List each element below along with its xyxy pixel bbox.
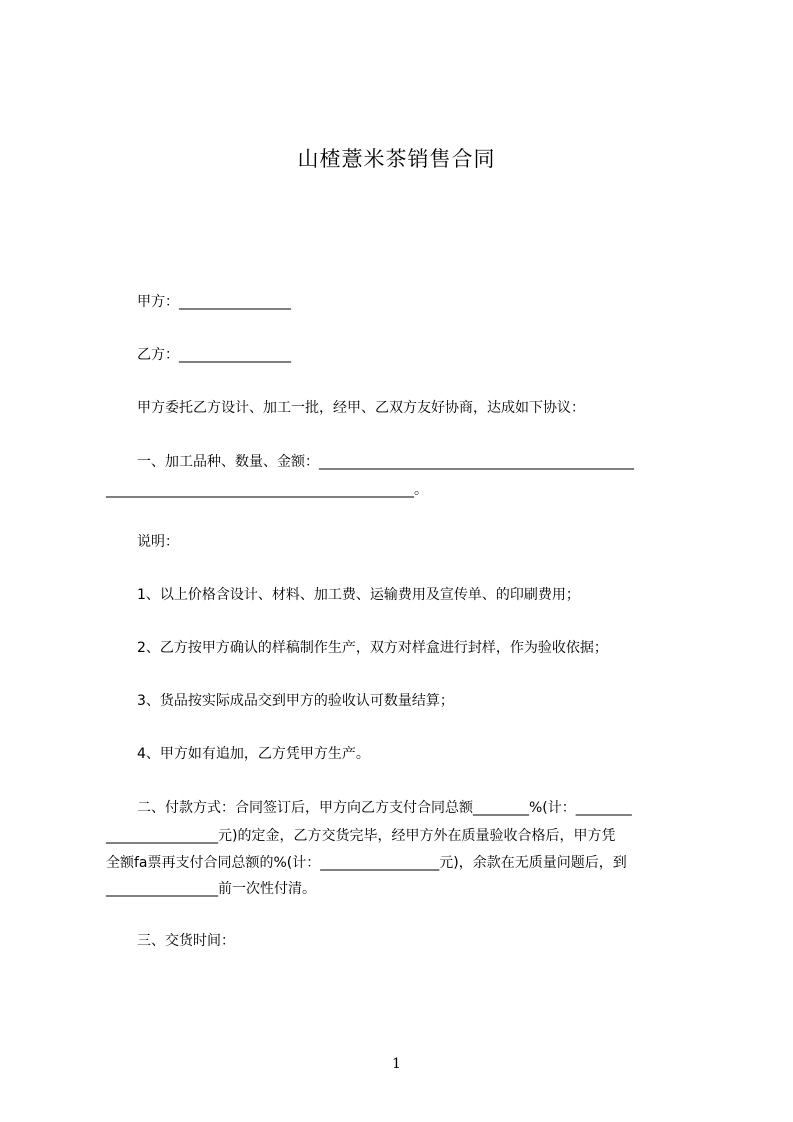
- section2-line2: ________________元)的定金，乙方交货完毕，经甲方外在质量验收合格后，甲方凭: [106, 828, 616, 844]
- party-a-line: 甲方：________________: [137, 294, 291, 310]
- notes-heading: 说明：: [137, 534, 179, 550]
- section2-line1: 二、付款方式：合同签订后，甲方向乙方支付合同总额________%(计：________: [137, 800, 632, 816]
- section2-line3: 全额fa票再支付合同总额的%(计：_________________元)，余款在无质量问题后，到: [106, 855, 627, 871]
- section3-heading: 三、交货时间：: [137, 933, 235, 949]
- note-item: 1、以上价格含设计、材料、加工费、运输费用及宣传单、的印刷费用；: [137, 587, 580, 603]
- note-item: 2、乙方按甲方确认的样稿制作生产，双方对样盒进行封样，作为验收依据；: [137, 640, 608, 656]
- note-item: 3、货品按实际成品交到甲方的验收认可数量结算；: [137, 693, 454, 709]
- section1-line1: 一、加工品种、数量、金额：_____________________________________________: [137, 454, 634, 470]
- page-number: 1: [392, 1056, 401, 1072]
- section1-line2: ____________________________________________。: [106, 482, 428, 498]
- intro-paragraph: 甲方委托乙方设计、加工一批，经甲、乙双方友好协商，达成如下协议：: [137, 400, 585, 416]
- note-item: 4、甲方如有追加，乙方凭甲方生产。: [137, 746, 370, 762]
- party-b-line: 乙方：________________: [137, 347, 291, 363]
- document-title: 山楂薏米茶销售合同: [297, 147, 496, 171]
- section2-line4: ________________前一次性付清。: [106, 881, 316, 897]
